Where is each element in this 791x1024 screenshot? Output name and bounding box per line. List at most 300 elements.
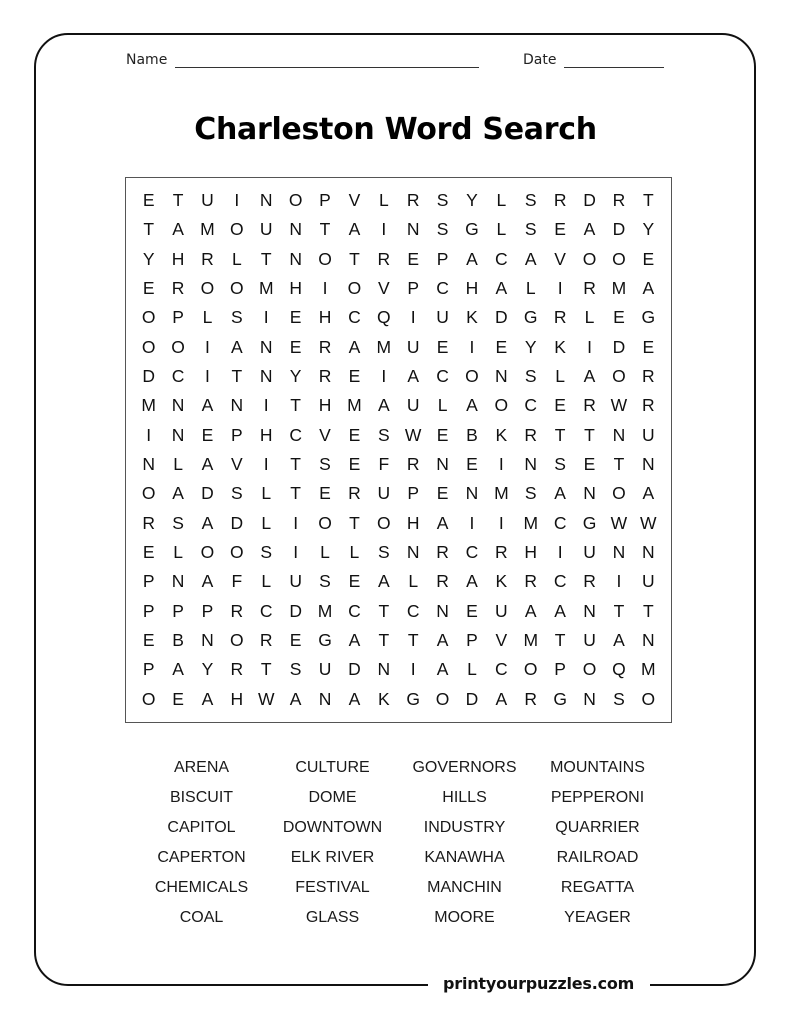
grid-cell[interactable]: N xyxy=(583,688,596,709)
grid-cell[interactable]: I xyxy=(410,659,416,680)
grid-cell[interactable]: H xyxy=(171,248,185,269)
grid-cell[interactable]: V xyxy=(348,190,361,211)
grid-cell[interactable]: N xyxy=(524,454,538,475)
grid-cell[interactable]: K xyxy=(495,571,508,592)
grid-cell[interactable]: R xyxy=(259,630,273,651)
grid-cell[interactable]: R xyxy=(524,571,538,592)
grid-cell[interactable]: F xyxy=(378,454,390,475)
grid-cell[interactable]: T xyxy=(172,190,184,211)
grid-cell[interactable]: Q xyxy=(376,307,391,328)
grid-cell[interactable]: C xyxy=(348,600,361,621)
grid-cell[interactable]: E xyxy=(348,454,361,475)
grid-cell[interactable]: I xyxy=(205,336,210,357)
grid-cell[interactable]: L xyxy=(173,454,183,475)
grid-cell[interactable]: I xyxy=(263,395,269,416)
grid-cell[interactable]: O xyxy=(141,688,156,709)
grid-cell[interactable]: O xyxy=(288,190,303,211)
grid-cell[interactable]: C xyxy=(495,659,508,680)
grid-cell[interactable]: O xyxy=(141,483,156,504)
name-field[interactable] xyxy=(126,52,479,68)
grid-cell[interactable]: H xyxy=(524,542,538,563)
grid-cell[interactable]: O xyxy=(347,278,362,299)
grid-cell[interactable]: R xyxy=(641,395,655,416)
grid-cell[interactable]: E xyxy=(642,336,655,357)
grid-cell[interactable]: Y xyxy=(642,219,655,240)
grid-cell[interactable]: P xyxy=(407,483,420,504)
grid-cell[interactable]: N xyxy=(259,336,273,357)
grid-cell[interactable]: D xyxy=(465,688,479,709)
grid-cell[interactable]: M xyxy=(200,219,215,240)
grid-cell[interactable]: A xyxy=(613,630,625,651)
grid-cell[interactable]: T xyxy=(554,424,566,445)
grid-cell[interactable]: E xyxy=(289,630,302,651)
grid-cell[interactable]: T xyxy=(260,248,272,269)
grid-cell[interactable]: R xyxy=(171,278,185,299)
grid-cell[interactable]: A xyxy=(583,366,596,387)
grid-cell[interactable]: M xyxy=(376,336,392,357)
grid-cell[interactable]: T xyxy=(642,190,654,211)
grid-cell[interactable]: U xyxy=(436,307,449,328)
grid-cell[interactable]: O xyxy=(230,219,244,240)
grid-cell[interactable]: N xyxy=(171,571,185,592)
grid-cell[interactable]: N xyxy=(465,483,479,504)
grid-cell[interactable]: R xyxy=(553,190,567,211)
grid-cell[interactable]: U xyxy=(201,190,214,211)
grid-cell[interactable]: A xyxy=(201,512,214,533)
grid-cell[interactable]: R xyxy=(230,659,244,680)
grid-cell[interactable]: K xyxy=(377,688,390,709)
grid-cell[interactable]: P xyxy=(407,278,420,299)
grid-cell[interactable]: A xyxy=(172,659,184,680)
grid-cell[interactable]: I xyxy=(234,190,240,211)
grid-cell[interactable]: R xyxy=(318,366,332,387)
grid-cell[interactable]: M xyxy=(523,512,539,533)
grid-cell[interactable]: R xyxy=(142,512,155,533)
grid-cell[interactable]: P xyxy=(172,600,184,621)
grid-cell[interactable]: C xyxy=(553,512,567,533)
grid-cell[interactable]: V xyxy=(377,278,390,299)
grid-cell[interactable]: B xyxy=(172,630,184,651)
grid-cell[interactable]: N xyxy=(377,659,391,680)
grid-cell[interactable]: R xyxy=(495,542,508,563)
grid-cell[interactable]: O xyxy=(200,278,215,299)
grid-cell[interactable]: E xyxy=(436,483,449,504)
grid-cell[interactable]: O xyxy=(435,688,450,709)
grid-cell[interactable]: G xyxy=(641,307,656,328)
grid-cell[interactable]: E xyxy=(554,395,566,416)
grid-cell[interactable]: O xyxy=(141,307,156,328)
grid-cell[interactable]: S xyxy=(172,512,184,533)
grid-cell[interactable]: R xyxy=(406,454,420,475)
grid-cell[interactable]: B xyxy=(466,424,478,445)
grid-cell[interactable]: P xyxy=(466,630,478,651)
grid-cell[interactable]: V xyxy=(554,248,566,269)
grid-cell[interactable]: W xyxy=(257,688,275,709)
grid-cell[interactable]: I xyxy=(263,454,269,475)
grid-cell[interactable]: R xyxy=(436,571,449,592)
grid-cell[interactable]: N xyxy=(142,454,155,475)
grid-cell[interactable]: O xyxy=(376,512,391,533)
grid-cell[interactable]: R xyxy=(318,336,332,357)
date-field[interactable] xyxy=(523,52,664,68)
grid-cell[interactable]: N xyxy=(436,600,449,621)
grid-cell[interactable]: E xyxy=(436,336,449,357)
grid-cell[interactable]: A xyxy=(348,219,361,240)
grid-cell[interactable]: T xyxy=(613,454,625,475)
grid-cell[interactable]: L xyxy=(320,542,330,563)
grid-cell[interactable]: T xyxy=(260,659,272,680)
grid-cell[interactable]: S xyxy=(554,454,566,475)
grid-cell[interactable]: L xyxy=(261,512,272,533)
grid-cell[interactable]: S xyxy=(231,307,243,328)
grid-cell[interactable]: K xyxy=(554,336,566,357)
grid-cell[interactable]: L xyxy=(173,542,183,563)
grid-cell[interactable]: E xyxy=(554,219,566,240)
grid-cell[interactable]: R xyxy=(583,278,596,299)
grid-cell[interactable]: G xyxy=(465,219,479,240)
grid-cell[interactable]: E xyxy=(142,278,155,299)
grid-cell[interactable]: U xyxy=(377,483,391,504)
grid-cell[interactable]: T xyxy=(613,600,625,621)
footer-site-link[interactable]: printyourpuzzles.com xyxy=(443,974,635,993)
grid-cell[interactable]: O xyxy=(171,336,185,357)
grid-cell[interactable]: N xyxy=(289,219,302,240)
grid-cell[interactable]: E xyxy=(348,571,361,592)
grid-cell[interactable]: N xyxy=(171,424,185,445)
grid-cell[interactable]: O xyxy=(318,512,332,533)
grid-cell[interactable]: Y xyxy=(466,190,478,211)
grid-cell[interactable]: I xyxy=(381,219,387,240)
grid-cell[interactable]: I xyxy=(498,512,504,533)
grid-cell[interactable]: S xyxy=(524,190,537,211)
grid-cell[interactable]: I xyxy=(146,424,152,445)
grid-cell[interactable]: S xyxy=(524,483,537,504)
grid-cell[interactable]: A xyxy=(524,600,537,621)
grid-cell[interactable]: H xyxy=(289,278,302,299)
grid-cell[interactable]: A xyxy=(377,571,390,592)
grid-cell[interactable]: O xyxy=(582,248,597,269)
grid-cell[interactable]: H xyxy=(406,512,420,533)
grid-cell[interactable]: M xyxy=(141,395,156,416)
grid-cell[interactable]: N xyxy=(641,454,655,475)
grid-cell[interactable]: O xyxy=(612,366,626,387)
grid-cell[interactable]: I xyxy=(469,336,475,357)
grid-cell[interactable]: O xyxy=(641,688,656,709)
grid-cell[interactable]: G xyxy=(406,688,420,709)
grid-cell[interactable]: D xyxy=(201,483,214,504)
grid-cell[interactable]: G xyxy=(523,307,538,328)
grid-cell[interactable]: E xyxy=(466,600,478,621)
grid-cell[interactable]: H xyxy=(259,424,273,445)
grid-cell[interactable]: E xyxy=(142,190,155,211)
grid-cell[interactable]: T xyxy=(378,630,390,651)
grid-cell[interactable]: W xyxy=(610,395,628,416)
grid-cell[interactable]: T xyxy=(290,454,301,475)
grid-cell[interactable]: R xyxy=(230,600,244,621)
grid-cell[interactable]: S xyxy=(289,659,302,680)
grid-cell[interactable]: R xyxy=(436,542,449,563)
grid-cell[interactable]: E xyxy=(172,688,184,709)
grid-cell[interactable]: S xyxy=(319,571,331,592)
grid-cell[interactable]: O xyxy=(230,278,244,299)
grid-cell[interactable]: A xyxy=(201,571,214,592)
grid-cell[interactable]: I xyxy=(498,454,504,475)
grid-cell[interactable]: O xyxy=(582,659,597,680)
grid-cell[interactable]: G xyxy=(553,688,567,709)
grid-cell[interactable]: O xyxy=(465,366,479,387)
grid-cell[interactable]: N xyxy=(495,366,508,387)
grid-cell[interactable]: R xyxy=(612,190,626,211)
grid-cell[interactable]: E xyxy=(289,336,302,357)
grid-cell[interactable]: O xyxy=(230,542,244,563)
grid-cell[interactable]: E xyxy=(348,366,361,387)
grid-cell[interactable]: R xyxy=(641,366,655,387)
grid-cell[interactable]: N xyxy=(641,542,655,563)
grid-cell[interactable]: P xyxy=(142,571,155,592)
grid-cell[interactable]: A xyxy=(466,571,478,592)
grid-cell[interactable]: U xyxy=(583,630,596,651)
date-blank-line[interactable] xyxy=(564,53,664,68)
grid-cell[interactable]: A xyxy=(583,219,596,240)
grid-cell[interactable]: D xyxy=(495,307,508,328)
grid-cell[interactable]: P xyxy=(142,659,155,680)
grid-cell[interactable]: Y xyxy=(142,248,155,269)
grid-cell[interactable]: S xyxy=(377,424,390,445)
grid-cell[interactable]: D xyxy=(289,600,302,621)
grid-cell[interactable]: M xyxy=(258,278,274,299)
grid-cell[interactable]: N xyxy=(612,542,626,563)
grid-cell[interactable]: N xyxy=(201,630,214,651)
grid-cell[interactable]: L xyxy=(496,190,507,211)
grid-cell[interactable]: D xyxy=(583,190,596,211)
grid-cell[interactable]: O xyxy=(523,659,538,680)
grid-cell[interactable]: S xyxy=(260,542,273,563)
grid-cell[interactable]: P xyxy=(554,659,566,680)
grid-cell[interactable]: C xyxy=(553,571,567,592)
grid-cell[interactable]: U xyxy=(641,424,655,445)
grid-cell[interactable]: M xyxy=(317,600,333,621)
grid-cell[interactable]: A xyxy=(377,395,390,416)
grid-cell[interactable]: I xyxy=(263,307,269,328)
grid-cell[interactable]: A xyxy=(436,512,449,533)
grid-cell[interactable]: N xyxy=(230,395,244,416)
grid-cell[interactable]: N xyxy=(436,454,449,475)
grid-cell[interactable]: H xyxy=(318,307,332,328)
grid-cell[interactable]: A xyxy=(348,336,361,357)
grid-cell[interactable]: U xyxy=(583,542,596,563)
grid-cell[interactable]: N xyxy=(583,600,596,621)
grid-cell[interactable]: G xyxy=(582,512,597,533)
grid-cell[interactable]: H xyxy=(318,395,332,416)
grid-cell[interactable]: D xyxy=(142,366,155,387)
grid-cell[interactable]: H xyxy=(230,688,244,709)
grid-cell[interactable]: L xyxy=(584,307,595,328)
grid-cell[interactable]: S xyxy=(524,219,537,240)
grid-cell[interactable]: A xyxy=(231,336,243,357)
grid-cell[interactable]: L xyxy=(202,307,213,328)
grid-cell[interactable]: A xyxy=(436,630,449,651)
grid-cell[interactable]: U xyxy=(259,219,273,240)
grid-cell[interactable]: R xyxy=(524,688,538,709)
grid-cell[interactable]: C xyxy=(289,424,302,445)
grid-cell[interactable]: A xyxy=(201,395,214,416)
grid-cell[interactable]: S xyxy=(319,454,331,475)
grid-cell[interactable]: L xyxy=(231,248,242,269)
grid-cell[interactable]: I xyxy=(293,542,299,563)
grid-cell[interactable]: I xyxy=(322,278,328,299)
grid-cell[interactable]: S xyxy=(377,542,390,563)
grid-cell[interactable]: C xyxy=(259,600,273,621)
grid-cell[interactable]: F xyxy=(231,571,243,592)
grid-cell[interactable]: C xyxy=(524,395,538,416)
grid-cell[interactable]: A xyxy=(554,483,566,504)
grid-cell[interactable]: L xyxy=(555,366,565,387)
grid-cell[interactable]: A xyxy=(348,688,361,709)
grid-cell[interactable]: E xyxy=(201,424,214,445)
grid-cell[interactable]: P xyxy=(231,424,243,445)
grid-cell[interactable]: A xyxy=(642,483,655,504)
grid-cell[interactable]: S xyxy=(613,688,625,709)
grid-cell[interactable]: I xyxy=(381,366,387,387)
grid-cell[interactable]: N xyxy=(612,424,626,445)
grid-cell[interactable]: L xyxy=(378,190,389,211)
grid-cell[interactable]: P xyxy=(142,600,155,621)
grid-cell[interactable]: Y xyxy=(524,336,537,357)
grid-cell[interactable]: L xyxy=(261,483,272,504)
grid-cell[interactable]: A xyxy=(172,219,184,240)
grid-cell[interactable]: L xyxy=(408,571,419,592)
grid-cell[interactable]: E xyxy=(142,630,155,651)
grid-cell[interactable]: T xyxy=(349,248,360,269)
grid-cell[interactable]: S xyxy=(231,483,243,504)
grid-cell[interactable]: L xyxy=(467,659,477,680)
grid-cell[interactable]: W xyxy=(404,424,422,445)
grid-cell[interactable]: H xyxy=(465,278,479,299)
grid-cell[interactable]: I xyxy=(616,571,622,592)
grid-cell[interactable]: V xyxy=(495,630,508,651)
grid-cell[interactable]: E xyxy=(407,248,420,269)
grid-cell[interactable]: N xyxy=(406,542,420,563)
grid-cell[interactable]: T xyxy=(378,600,390,621)
grid-cell[interactable]: O xyxy=(200,542,215,563)
grid-cell[interactable]: E xyxy=(583,454,596,475)
grid-cell[interactable]: N xyxy=(259,190,273,211)
grid-cell[interactable]: R xyxy=(406,190,420,211)
grid-cell[interactable]: N xyxy=(406,219,420,240)
grid-cell[interactable]: A xyxy=(495,278,508,299)
grid-cell[interactable]: O xyxy=(318,248,332,269)
grid-cell[interactable]: D xyxy=(230,512,244,533)
grid-cell[interactable]: K xyxy=(466,307,478,328)
grid-cell[interactable]: A xyxy=(466,248,478,269)
grid-cell[interactable]: A xyxy=(348,630,361,651)
grid-cell[interactable]: A xyxy=(201,454,214,475)
grid-cell[interactable]: E xyxy=(436,424,449,445)
grid-cell[interactable]: I xyxy=(410,307,416,328)
grid-cell[interactable]: R xyxy=(583,395,596,416)
grid-cell[interactable]: P xyxy=(172,307,184,328)
grid-cell[interactable]: A xyxy=(289,688,302,709)
grid-cell[interactable]: N xyxy=(171,395,185,416)
grid-cell[interactable]: T xyxy=(143,219,155,240)
grid-cell[interactable]: R xyxy=(553,307,567,328)
grid-cell[interactable]: O xyxy=(494,395,509,416)
grid-cell[interactable]: M xyxy=(523,630,539,651)
grid-cell[interactable]: E xyxy=(289,307,302,328)
grid-cell[interactable]: I xyxy=(293,512,299,533)
grid-cell[interactable]: T xyxy=(554,630,566,651)
grid-cell[interactable]: U xyxy=(318,659,332,680)
grid-cell[interactable]: R xyxy=(201,248,214,269)
grid-cell[interactable]: T xyxy=(231,366,243,387)
grid-cell[interactable]: A xyxy=(524,248,537,269)
grid-cell[interactable]: T xyxy=(290,395,301,416)
grid-cell[interactable]: I xyxy=(587,336,592,357)
grid-cell[interactable]: Y xyxy=(289,366,302,387)
grid-cell[interactable]: T xyxy=(319,219,331,240)
grid-cell[interactable]: T xyxy=(290,483,301,504)
grid-cell[interactable]: P xyxy=(436,248,449,269)
grid-cell[interactable]: Y xyxy=(201,659,214,680)
grid-cell[interactable]: I xyxy=(469,512,475,533)
grid-cell[interactable]: A xyxy=(642,278,655,299)
grid-cell[interactable]: O xyxy=(230,630,244,651)
grid-cell[interactable]: E xyxy=(495,336,508,357)
grid-cell[interactable]: I xyxy=(205,366,210,387)
grid-cell[interactable]: O xyxy=(612,248,626,269)
grid-cell[interactable]: M xyxy=(494,483,509,504)
grid-cell[interactable]: Q xyxy=(612,659,626,680)
grid-cell[interactable]: U xyxy=(406,395,420,416)
grid-cell[interactable]: E xyxy=(613,307,625,328)
grid-cell[interactable]: D xyxy=(612,219,626,240)
grid-cell[interactable]: G xyxy=(318,630,332,651)
grid-cell[interactable]: A xyxy=(407,366,420,387)
grid-cell[interactable]: R xyxy=(348,483,361,504)
grid-cell[interactable]: U xyxy=(406,336,420,357)
grid-cell[interactable]: L xyxy=(525,278,536,299)
grid-cell[interactable]: M xyxy=(611,278,627,299)
grid-cell[interactable]: V xyxy=(319,424,331,445)
grid-cell[interactable]: T xyxy=(584,424,595,445)
grid-cell[interactable]: I xyxy=(557,542,563,563)
grid-cell[interactable]: N xyxy=(259,366,273,387)
grid-cell[interactable]: E xyxy=(466,454,478,475)
grid-cell[interactable]: N xyxy=(641,630,655,651)
grid-cell[interactable]: O xyxy=(612,483,626,504)
grid-cell[interactable]: S xyxy=(436,219,449,240)
grid-cell[interactable]: U xyxy=(641,571,655,592)
grid-cell[interactable]: C xyxy=(348,307,361,328)
grid-cell[interactable]: S xyxy=(524,366,537,387)
grid-cell[interactable]: R xyxy=(583,571,596,592)
grid-cell[interactable]: N xyxy=(318,688,332,709)
grid-cell[interactable]: D xyxy=(612,336,626,357)
grid-cell[interactable]: R xyxy=(377,248,391,269)
grid-cell[interactable]: E xyxy=(642,248,655,269)
grid-cell[interactable]: M xyxy=(641,659,656,680)
grid-cell[interactable]: E xyxy=(348,424,361,445)
grid-cell[interactable]: L xyxy=(496,219,507,240)
grid-cell[interactable]: T xyxy=(349,512,360,533)
grid-cell[interactable]: A xyxy=(201,688,214,709)
grid-cell[interactable]: A xyxy=(436,659,449,680)
grid-cell[interactable]: I xyxy=(557,278,563,299)
grid-cell[interactable]: K xyxy=(495,424,508,445)
grid-cell[interactable]: U xyxy=(495,600,508,621)
grid-cell[interactable]: D xyxy=(348,659,361,680)
grid-cell[interactable]: L xyxy=(437,395,448,416)
